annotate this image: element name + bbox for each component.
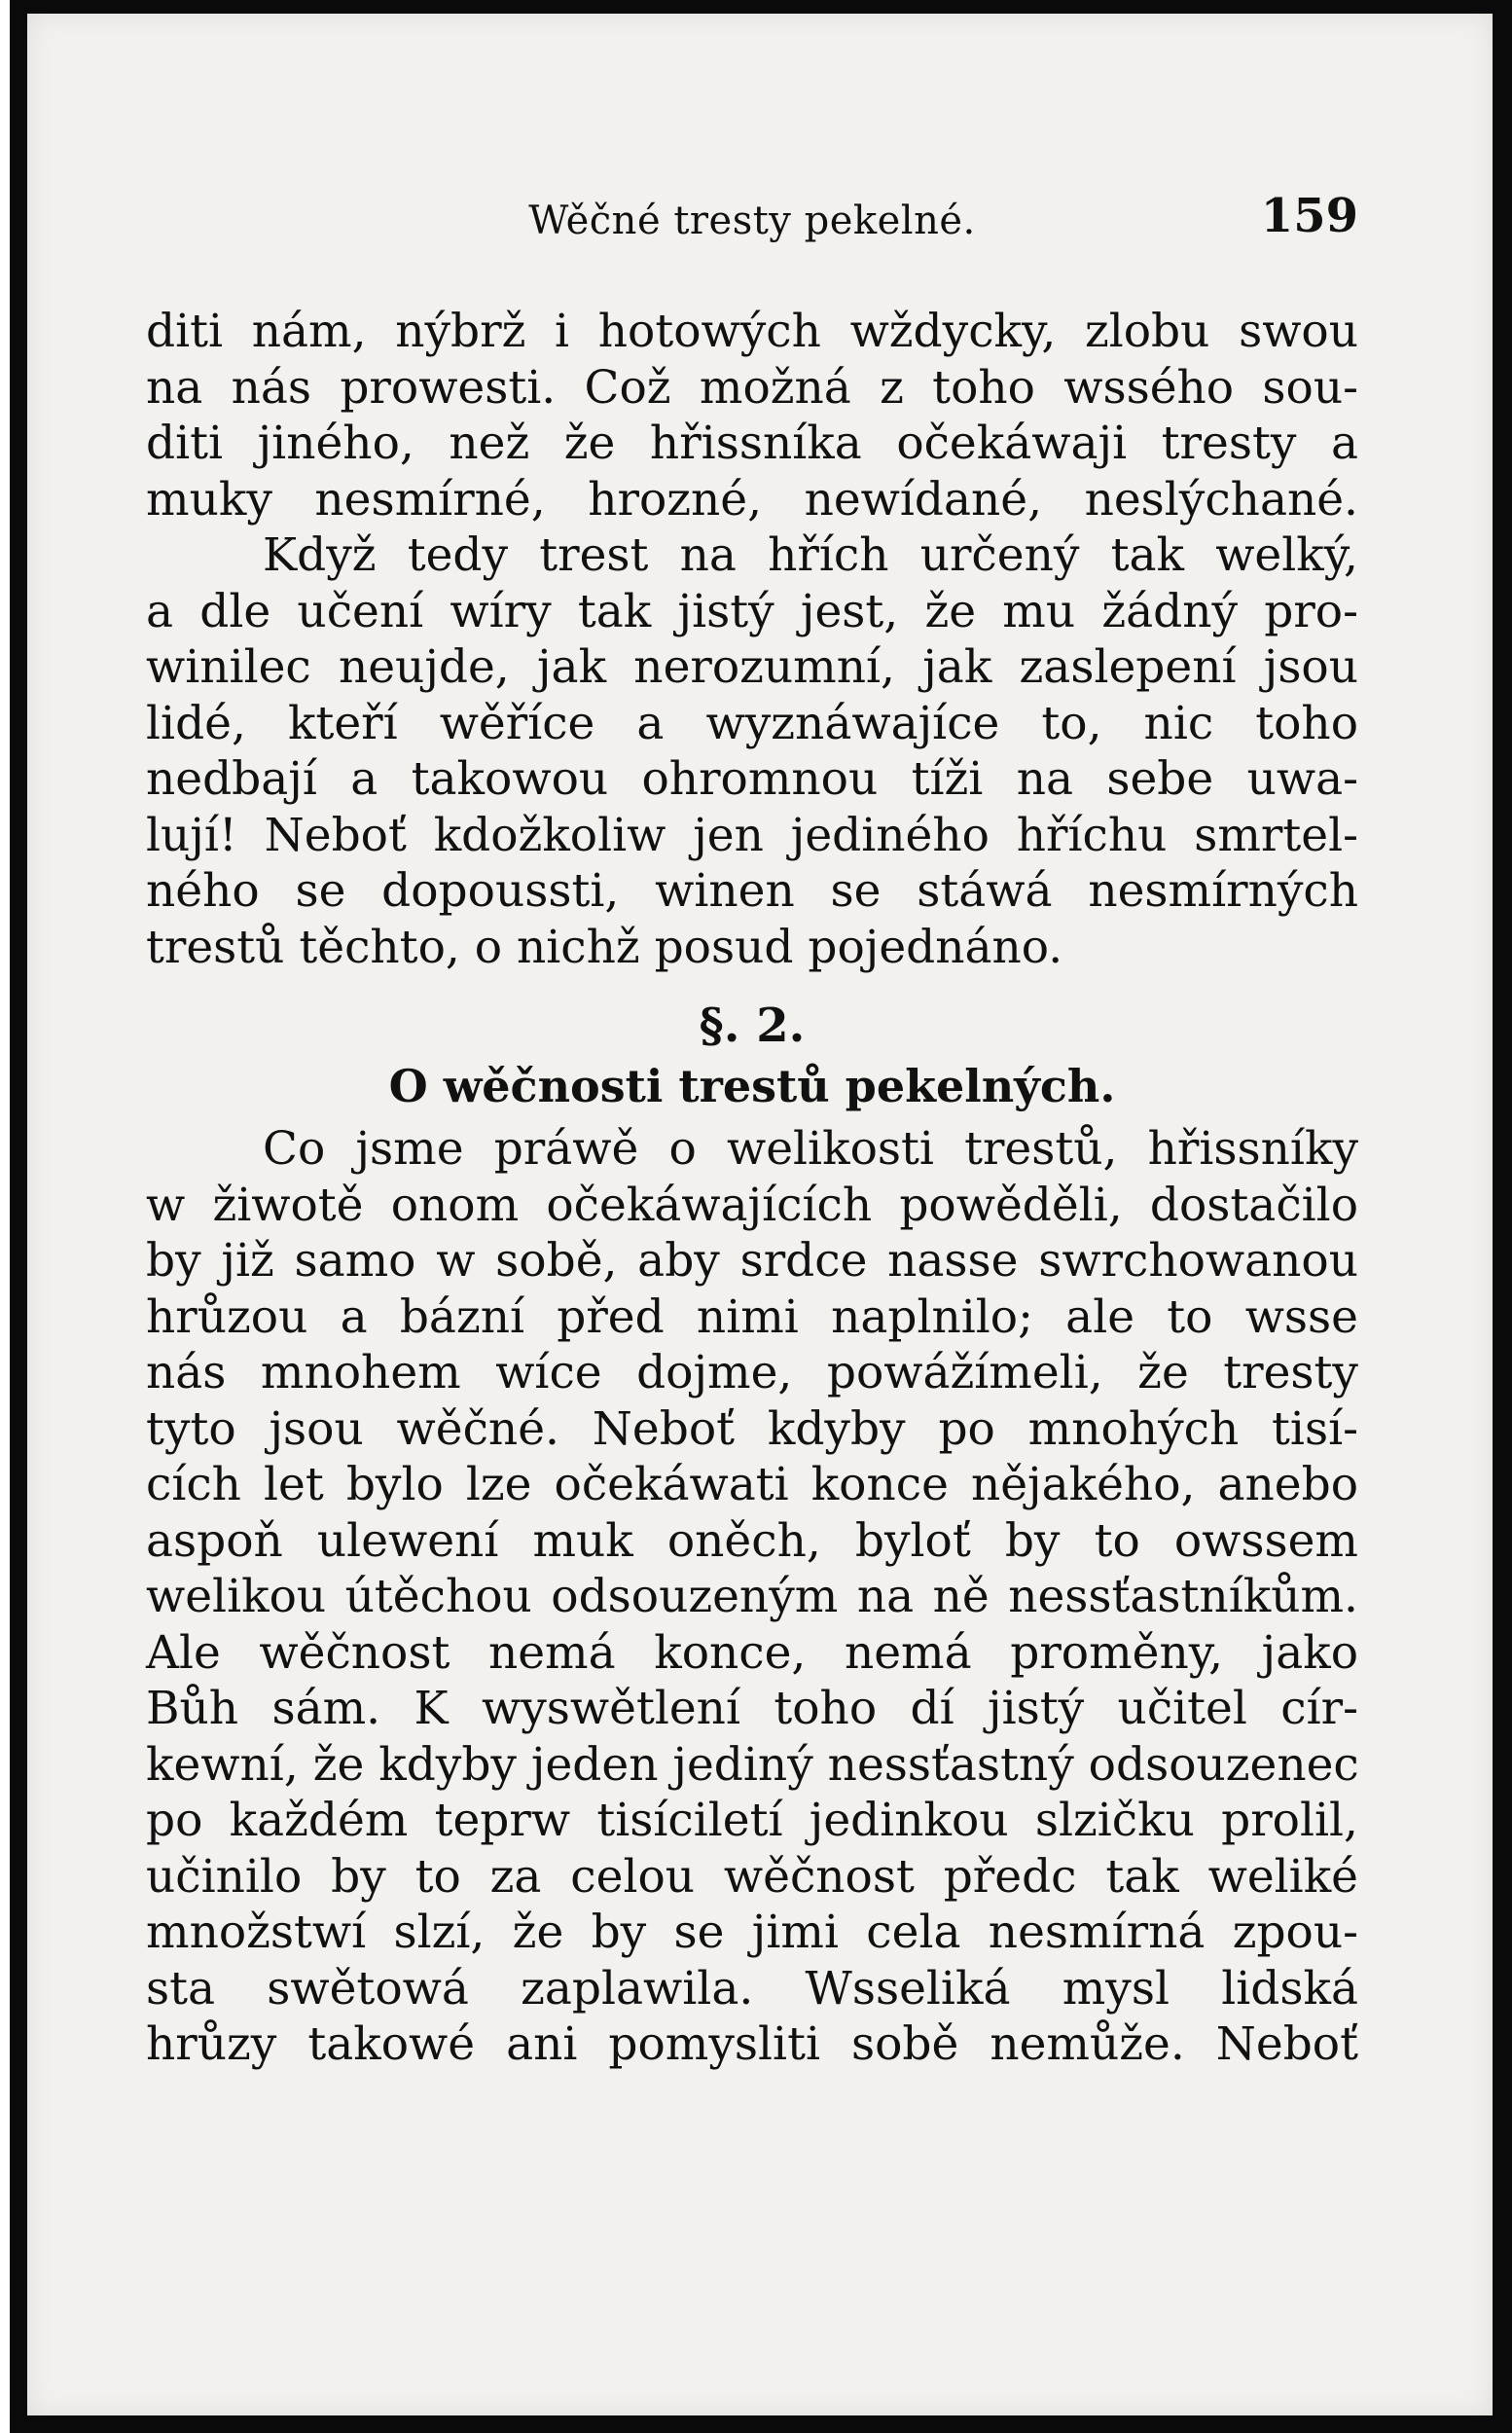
- section-title: O wěčnosti trestů pekelných.: [388, 1060, 1116, 1112]
- text-line: sta swětowá zaplawila. Wsseliká mysl lidská: [146, 1961, 1358, 2015]
- text-line: lidé, kteří wěříce a wyznáwajíce to, nic toho: [146, 696, 1358, 750]
- text-line: welikou útěchou odsouzeným na ně nessťastníkům.: [146, 1570, 1358, 1623]
- page-edge: [0, 0, 10, 2433]
- running-head: Wěčné tresty pekelné.: [528, 199, 976, 243]
- text-line: nás mnohem wíce dojme, powážímeli, že tresty: [146, 1346, 1358, 1399]
- page-number: 159: [1260, 189, 1358, 243]
- text-line: Ale wěčnost nemá konce, nemá proměny, jako: [146, 1625, 1358, 1680]
- text-line: trestů těchto, o nichž posud pojednáno.: [146, 920, 1063, 974]
- text-line: tyto jsou wěčné. Neboť kdyby po mnohých tisí-: [146, 1401, 1358, 1456]
- text-line: množstwí slzí, že by se jimi cela nesmírná zpou-: [146, 1906, 1358, 1959]
- text-line: hrůzou a bázní před nimi naplnilo; ale to wsse: [146, 1289, 1358, 1344]
- text-line: Když tedy trest na hřích určený tak welký,: [263, 528, 1358, 582]
- text-line: kewní, že kdyby jeden jediný nessťastný odsouzenec: [146, 1737, 1359, 1792]
- text-line: aspoň ulewení muk oněch, byloť by to owssem: [146, 1513, 1358, 1568]
- text-line: muky nesmírné, hrozné, newídané, neslýchané.: [146, 472, 1358, 527]
- text-line: učinilo by to za celou wěčnost předc tak weliké: [146, 1849, 1358, 1904]
- text-line: by již samo w sobě, aby srdce nasse swrchowanou: [146, 1234, 1358, 1288]
- text-line: w žiwotě onom očekáwajících powěděli, dostačilo: [146, 1178, 1358, 1232]
- text-line: hrůzy takowé ani pomysliti sobě nemůže. Neboť: [146, 2017, 1358, 2071]
- text-line: diti jiného, než že hřissníka očekáwaji tresty a: [146, 417, 1358, 470]
- text-line: nedbají a takowou ohromnou tíži na sebe uwa-: [146, 752, 1358, 806]
- text-line: winilec neujde, jak nerozumní, jak zaslepení jsou: [146, 640, 1358, 694]
- section-mark: §. 2.: [699, 999, 806, 1053]
- text-line: Bůh sám. K wyswětlení toho dí jistý učitel cír-: [146, 1682, 1358, 1735]
- text-line: diti nám, nýbrž i hotowých wždycky, zlobu swou: [146, 305, 1358, 358]
- page-header: [146, 189, 1358, 247]
- text-line: a dle učení wíry tak jistý jest, že mu žádný pro-: [146, 584, 1358, 638]
- text-line: cích let bylo lze očekáwati konce nějakého, anebo: [146, 1458, 1358, 1511]
- page-body: [146, 304, 1358, 2073]
- paragraph-3: [146, 1121, 1358, 2073]
- text-line: na nás prowesti. Což možná z toho wssého sou-: [146, 360, 1358, 415]
- paragraph-2: [146, 527, 1358, 975]
- text-line: Co jsme práwě o welikosti trestů, hřissníky: [263, 1122, 1358, 1176]
- text-line: po každém teprw tisíciletí jedinkou slzičku prolil,: [146, 1794, 1358, 1847]
- text-line: lují! Neboť kdožkoliw jen jediného hříchu smrtel-: [146, 808, 1358, 862]
- text-line: ného se dopoussti, winen se stáwá nesmírných: [146, 864, 1358, 918]
- paragraph-1: [146, 304, 1358, 527]
